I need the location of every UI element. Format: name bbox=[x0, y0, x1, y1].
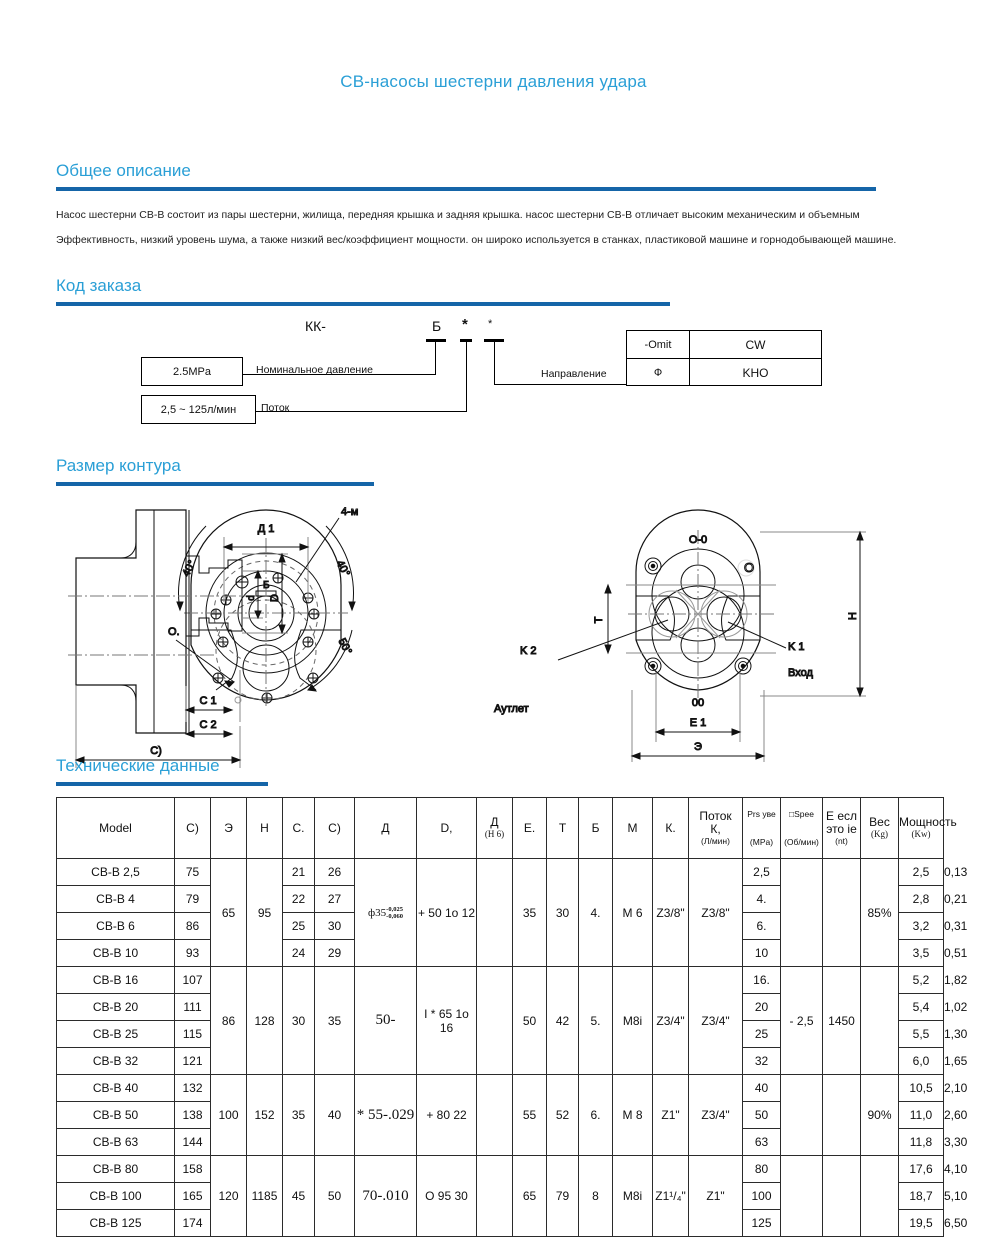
cell-e-dot: 35 bbox=[513, 859, 547, 967]
pressure-label: Номинальное давление bbox=[256, 364, 373, 376]
cell-e-dot: 65 bbox=[513, 1156, 547, 1237]
cell-flow: 100 bbox=[743, 1183, 781, 1210]
table-body bbox=[57, 859, 968, 1237]
cell-prs bbox=[781, 859, 823, 967]
cell-flow: 50 bbox=[743, 1102, 781, 1129]
col-eff-unit: (nt) bbox=[835, 836, 848, 846]
cell-d-h6 bbox=[477, 859, 513, 967]
cell-c-paren1: 86 bbox=[175, 913, 211, 940]
page-title: CB-насосы шестерни давления удара bbox=[340, 72, 647, 91]
cell-c-paren1: 158 bbox=[175, 1156, 211, 1183]
cell-model: CB-B 16 bbox=[57, 967, 175, 994]
cell-m: M 8 bbox=[613, 1075, 653, 1156]
col-prs bbox=[743, 798, 781, 859]
label-angle-right: 40° bbox=[333, 558, 352, 579]
section-title-overview: Общее описание bbox=[56, 161, 191, 180]
cell-model: CB-B 10 bbox=[57, 940, 175, 967]
cell-k2: Z3/8" bbox=[689, 859, 743, 967]
direction-label: Направление bbox=[541, 368, 607, 380]
cell-weight: 11,8 bbox=[899, 1129, 944, 1156]
cell-flow: 40 bbox=[743, 1075, 781, 1102]
col-weight bbox=[861, 798, 899, 859]
cell-speed: 1450 bbox=[823, 967, 861, 1075]
cell-model: CB-B 50 bbox=[57, 1102, 175, 1129]
cell-c-paren2: 40 bbox=[315, 1075, 355, 1156]
col-d-h6-sub: (Н 6) bbox=[484, 829, 505, 839]
label-4m: 4-м bbox=[341, 506, 359, 518]
cell-k2: Z3/4" bbox=[689, 967, 743, 1075]
cell-c-paren1: 75 bbox=[175, 859, 211, 886]
cell-weight: 11,0 bbox=[899, 1102, 944, 1129]
col-d-cyr: Д bbox=[355, 798, 417, 859]
col-d-h6-main: Д bbox=[490, 815, 499, 829]
table-row: CB-B 2,5 75 65 95 21 26 ф35-0,025 -0,060 + 50 1o 12 35 30 4. M 6 Z3/8" Z3/8" 2,5 85% 2,5 0,13 bbox=[57, 859, 944, 886]
cell-model: CB-B 4 bbox=[57, 886, 175, 913]
cell-d-cyr: 70-.010 bbox=[355, 1156, 417, 1237]
technical-data-table-wrap bbox=[56, 797, 968, 1230]
cell-c-paren2: 35 bbox=[315, 967, 355, 1075]
cell-k-dot: Z1" bbox=[653, 1075, 689, 1156]
cell-m: M8i bbox=[613, 1156, 653, 1237]
cell-d-h6 bbox=[477, 1156, 513, 1237]
cell-flow: 80 bbox=[743, 1156, 781, 1183]
cell-c-dot: 25 bbox=[283, 913, 315, 940]
col-k-dot: К. bbox=[653, 798, 689, 859]
flow-value: 2,5 ~ 125л/мин bbox=[160, 403, 237, 416]
cell-prs bbox=[781, 1075, 823, 1156]
section-overview-heading bbox=[56, 160, 876, 191]
cell-h: 128 bbox=[247, 967, 283, 1075]
col-model: Model bbox=[57, 798, 175, 859]
cell-speed bbox=[823, 1156, 861, 1237]
cell-c-paren1: 79 bbox=[175, 886, 211, 913]
cell-efficiency: 85% bbox=[861, 859, 899, 967]
cell-m: M 6 bbox=[613, 859, 653, 967]
cell-c-paren2: 27 bbox=[315, 886, 355, 913]
col-flow bbox=[689, 798, 743, 859]
col-weight-main: Вес bbox=[869, 815, 890, 829]
cell-weight: 2,8 bbox=[899, 886, 944, 913]
cell-flow: 25 bbox=[743, 1021, 781, 1048]
cell-e-dot: 55 bbox=[513, 1075, 547, 1156]
cell-d-lat: + 50 1o 12 bbox=[417, 859, 477, 967]
cell-b-cyr: 5. bbox=[579, 967, 613, 1075]
cell-model: CB-B 2,5 bbox=[57, 859, 175, 886]
col-power-main: Мощность bbox=[899, 815, 957, 829]
col-e-dot: E. bbox=[513, 798, 547, 859]
label-angle-50: 50° bbox=[335, 636, 354, 657]
col-weight-unit: (Kg) bbox=[871, 829, 888, 839]
label-k1: K 1 bbox=[788, 641, 805, 653]
cell-b-cyr: 6. bbox=[579, 1075, 613, 1156]
label-k2: K 2 bbox=[520, 645, 537, 657]
col-t: T bbox=[547, 798, 579, 859]
label-o-circle: O bbox=[744, 560, 755, 575]
cell-model: CB-B 125 bbox=[57, 1210, 175, 1237]
col-power-unit: (Kw) bbox=[911, 829, 931, 839]
label-e1: E 1 bbox=[689, 717, 707, 729]
label-00: 00 bbox=[691, 697, 705, 709]
label-dim-D: D bbox=[269, 594, 281, 602]
col-d-lat: D, bbox=[417, 798, 477, 859]
direction-options-table bbox=[626, 330, 822, 386]
flow-value-box bbox=[141, 395, 256, 424]
direction-f-code: Ф bbox=[653, 366, 663, 379]
label-c-paren: C) bbox=[150, 745, 162, 757]
table-row: CB-B 125 174 125 19,5 6,50 bbox=[57, 1210, 944, 1237]
section-ordercode-heading bbox=[56, 275, 670, 306]
cell-c-paren2: 50 bbox=[315, 1156, 355, 1237]
cell-model: CB-B 40 bbox=[57, 1075, 175, 1102]
cell-k-dot: Z3/8" bbox=[653, 859, 689, 967]
table-row: CB-B 20 111 20 5,4 1,02 bbox=[57, 994, 944, 1021]
table-row: CB-B 100 165 100 18,7 5,10 bbox=[57, 1183, 944, 1210]
cell-c-paren1: 115 bbox=[175, 1021, 211, 1048]
col-speed bbox=[781, 798, 823, 859]
section-rule bbox=[56, 187, 876, 191]
col-c-dot: C. bbox=[283, 798, 315, 859]
cell-efficiency bbox=[861, 1156, 899, 1237]
cell-efficiency: 90% bbox=[861, 1075, 899, 1156]
overview-line-1: Насос шестерни CB-B состоит из пары шестерни, жилища, передняя крышка и задняя крышка. насос шестерни CB-B отличает высоким механическим и объемным bbox=[56, 209, 860, 221]
col-prs-main: Prs уве bbox=[747, 809, 776, 819]
cell-flow: 6. bbox=[743, 913, 781, 940]
direction-row bbox=[627, 358, 821, 386]
cell-t: 30 bbox=[547, 859, 579, 967]
col-eff-sub: это ie bbox=[826, 822, 857, 836]
cell-t: 52 bbox=[547, 1075, 579, 1156]
cell-c-dot: 24 bbox=[283, 940, 315, 967]
overview-line-2: Эффективность, низкий уровень шума, а также низкий вес/коэффициент мощности. он широко используется в станках, пластиковой машине и горнодобывающей машине. bbox=[56, 234, 897, 246]
cell-model: CB-B 20 bbox=[57, 994, 175, 1021]
cell-weight: 6,0 bbox=[899, 1048, 944, 1075]
code-star-2: * bbox=[488, 318, 493, 330]
label-outlet: Аутлет bbox=[494, 703, 529, 715]
label-o-dot: О. bbox=[168, 626, 180, 638]
cell-k-dot: Z3/4" bbox=[653, 967, 689, 1075]
cell-e-cyr: 86 bbox=[211, 967, 247, 1075]
leader-line bbox=[494, 341, 495, 385]
cell-c-dot: 35 bbox=[283, 1075, 315, 1156]
cell-speed bbox=[823, 1075, 861, 1156]
flow-label: Поток bbox=[261, 402, 290, 414]
label-inlet: Вход bbox=[788, 667, 813, 679]
col-e-cyr: Э bbox=[211, 798, 247, 859]
cell-c-paren1: 121 bbox=[175, 1048, 211, 1075]
cell-model: CB-B 25 bbox=[57, 1021, 175, 1048]
cell-h: 95 bbox=[247, 859, 283, 967]
cell-d-cyr: * 55-.029 bbox=[355, 1075, 417, 1156]
cell-d-cyr: 50- bbox=[355, 967, 417, 1075]
cell-weight: 5,4 bbox=[899, 994, 944, 1021]
table-row: CB-B 80 158 120 1185 45 50 70-.010 O 95 30 65 79 8 M8i Z1¹/₄" Z1" 80 17,6 4,10 bbox=[57, 1156, 944, 1183]
cell-d-lat: O 95 30 bbox=[417, 1156, 477, 1237]
cell-flow: 63 bbox=[743, 1129, 781, 1156]
table-row: CB-B 40 132 100 152 35 40 * 55-.029 + 80 22 55 52 6. M 8 Z1" Z3/4" 40 90% 10,5 2,10 bbox=[57, 1075, 944, 1102]
code-prefix: КК- bbox=[305, 318, 326, 334]
cell-e-cyr: 100 bbox=[211, 1075, 247, 1156]
cell-c-paren2: 26 bbox=[315, 859, 355, 886]
label-c1: C 1 bbox=[199, 695, 217, 707]
cell-model: CB-B 32 bbox=[57, 1048, 175, 1075]
cell-c-paren1: 107 bbox=[175, 967, 211, 994]
cell-e-dot: 50 bbox=[513, 967, 547, 1075]
col-efficiency bbox=[823, 798, 861, 859]
col-eff-main: E есл bbox=[825, 809, 857, 823]
cell-weight: 2,5 bbox=[899, 859, 944, 886]
cell-prs bbox=[781, 1156, 823, 1237]
cell-c-dot: 22 bbox=[283, 886, 315, 913]
section-outline-heading bbox=[56, 455, 374, 486]
label-d1: Д 1 bbox=[257, 523, 275, 535]
cell-d-lat: + 80 22 bbox=[417, 1075, 477, 1156]
cell-c-dot: 30 bbox=[283, 967, 315, 1075]
col-c-paren2: C) bbox=[315, 798, 355, 859]
cell-c-paren1: 138 bbox=[175, 1102, 211, 1129]
cell-speed bbox=[823, 859, 861, 967]
cell-c-paren2: 30 bbox=[315, 913, 355, 940]
pressure-value: 2.5MPa bbox=[173, 365, 211, 378]
cell-flow: 125 bbox=[743, 1210, 781, 1237]
col-m: M bbox=[613, 798, 653, 859]
label-t: T bbox=[593, 616, 605, 624]
cell-flow: 4. bbox=[743, 886, 781, 913]
cell-k-dot: Z1¹/₄" bbox=[653, 1156, 689, 1237]
col-h: H bbox=[247, 798, 283, 859]
cell-t: 42 bbox=[547, 967, 579, 1075]
cell-weight: 18,7 bbox=[899, 1183, 944, 1210]
table-row: CB-B 10 93 24 29 10 3,5 0,51 bbox=[57, 940, 944, 967]
cell-flow: 2,5 bbox=[743, 859, 781, 886]
cell-c-paren1: 165 bbox=[175, 1183, 211, 1210]
direction-row bbox=[627, 331, 821, 358]
cell-weight: 3,2 bbox=[899, 913, 944, 940]
col-b-cyr: Б bbox=[579, 798, 613, 859]
cell-h: 152 bbox=[247, 1075, 283, 1156]
leader-line bbox=[435, 341, 436, 375]
cell-c-paren1: 93 bbox=[175, 940, 211, 967]
cell-weight: 3,5 bbox=[899, 940, 944, 967]
cell-c-paren2: 29 bbox=[315, 940, 355, 967]
leader-line bbox=[466, 341, 467, 412]
cell-weight: 10,5 bbox=[899, 1075, 944, 1102]
cell-c-dot: 45 bbox=[283, 1156, 315, 1237]
table-row: CB-B 32 121 32 6,0 1,65 bbox=[57, 1048, 944, 1075]
section-tech-heading bbox=[56, 755, 268, 786]
cell-weight: 5,2 bbox=[899, 967, 944, 994]
cell-m: M8i bbox=[613, 967, 653, 1075]
order-code-diagram bbox=[56, 305, 946, 435]
col-flow-main: Поток bbox=[699, 809, 732, 823]
col-flow-unit: (Л/мин) bbox=[701, 836, 730, 846]
cell-c-paren1: 132 bbox=[175, 1075, 211, 1102]
col-d-h6 bbox=[477, 798, 513, 859]
label-e-cyr: Э bbox=[694, 741, 702, 753]
cell-h: 1185 bbox=[247, 1156, 283, 1237]
table-row: CB-B 16 107 86 128 30 35 50- I * 65 1o 16 50 42 5. M8i Z3/4" Z3/4" 16. - 2,5 1450 5,2 1,82 bbox=[57, 967, 944, 994]
cell-b-cyr: 4. bbox=[579, 859, 613, 967]
technical-data-table bbox=[56, 797, 968, 1237]
code-tick bbox=[426, 339, 446, 342]
cell-efficiency bbox=[861, 967, 899, 1075]
outline-drawings bbox=[56, 490, 946, 790]
code-series: Б bbox=[432, 318, 442, 334]
leader-line bbox=[494, 384, 627, 385]
pressure-value-box bbox=[141, 357, 243, 386]
label-dim-d: d bbox=[246, 595, 257, 601]
direction-cw-label: CW bbox=[689, 331, 821, 358]
label-c2: C 2 bbox=[199, 719, 217, 731]
table-row: CB-B 25 115 25 5,5 1,30 bbox=[57, 1021, 944, 1048]
cell-t: 79 bbox=[547, 1156, 579, 1237]
col-prs-unit: (MPa) bbox=[749, 837, 774, 847]
cell-model: CB-B 63 bbox=[57, 1129, 175, 1156]
cell-k2: Z1" bbox=[689, 1156, 743, 1237]
section-rule bbox=[56, 782, 268, 786]
cell-c-paren1: 111 bbox=[175, 994, 211, 1021]
cell-flow: 16. bbox=[743, 967, 781, 994]
col-speed-unit: (Об/мин) bbox=[784, 837, 819, 847]
cell-weight: 5,5 bbox=[899, 1021, 944, 1048]
cell-e-cyr: 65 bbox=[211, 859, 247, 967]
front-flange-view bbox=[168, 506, 358, 708]
label-o-0: O-0 bbox=[688, 534, 708, 546]
section-rule bbox=[56, 482, 374, 486]
cell-d-h6 bbox=[477, 1075, 513, 1156]
table-header-row bbox=[57, 798, 944, 859]
col-power bbox=[899, 798, 957, 859]
cell-flow: 20 bbox=[743, 994, 781, 1021]
cell-flow: 10 bbox=[743, 940, 781, 967]
section-title-ordercode: Код заказа bbox=[56, 276, 142, 295]
cell-d-lat: I * 65 1o 16 bbox=[417, 967, 477, 1075]
section-title-outline: Размер контура bbox=[56, 456, 181, 475]
cell-c-paren1: 144 bbox=[175, 1129, 211, 1156]
cell-e-cyr: 120 bbox=[211, 1156, 247, 1237]
col-c-paren1: C) bbox=[175, 798, 211, 859]
direction-omit-code: -Omit bbox=[644, 338, 672, 351]
col-flow-k: К, bbox=[710, 822, 721, 836]
table-row: CB-B 50 138 50 11,0 2,60 bbox=[57, 1102, 944, 1129]
table-row: CB-B 4 79 22 27 4. 2,8 0,21 bbox=[57, 886, 944, 913]
label-b-small: Б bbox=[263, 580, 270, 591]
col-speed-main: □Spee bbox=[789, 809, 814, 819]
cell-model: CB-B 6 bbox=[57, 913, 175, 940]
cell-d-h6 bbox=[477, 967, 513, 1075]
cell-k2: Z3/4" bbox=[689, 1075, 743, 1156]
cell-weight: 17,6 bbox=[899, 1156, 944, 1183]
direction-kho-label: KHO bbox=[689, 359, 821, 386]
cell-model: CB-B 100 bbox=[57, 1183, 175, 1210]
cell-flow: 32 bbox=[743, 1048, 781, 1075]
cell-model: CB-B 80 bbox=[57, 1156, 175, 1183]
cell-prs: - 2,5 bbox=[781, 967, 823, 1075]
table-row: CB-B 6 86 25 30 6. 3,2 0,31 bbox=[57, 913, 944, 940]
table-row: CB-B 63 144 63 11,8 3,30 bbox=[57, 1129, 944, 1156]
cell-c-paren1: 174 bbox=[175, 1210, 211, 1237]
overview-paragraph bbox=[56, 203, 936, 253]
code-star-1: * bbox=[462, 316, 468, 333]
rear-port-view bbox=[494, 510, 866, 762]
cell-d-cyr: ф35-0,025 -0,060 bbox=[355, 859, 417, 967]
label-angle-left: 40° bbox=[180, 558, 199, 579]
section-title-tech: Технические данные bbox=[56, 756, 220, 775]
label-h: H bbox=[847, 612, 859, 620]
cell-weight: 19,5 bbox=[899, 1210, 944, 1237]
cell-b-cyr: 8 bbox=[579, 1156, 613, 1237]
cell-c-dot: 21 bbox=[283, 859, 315, 886]
